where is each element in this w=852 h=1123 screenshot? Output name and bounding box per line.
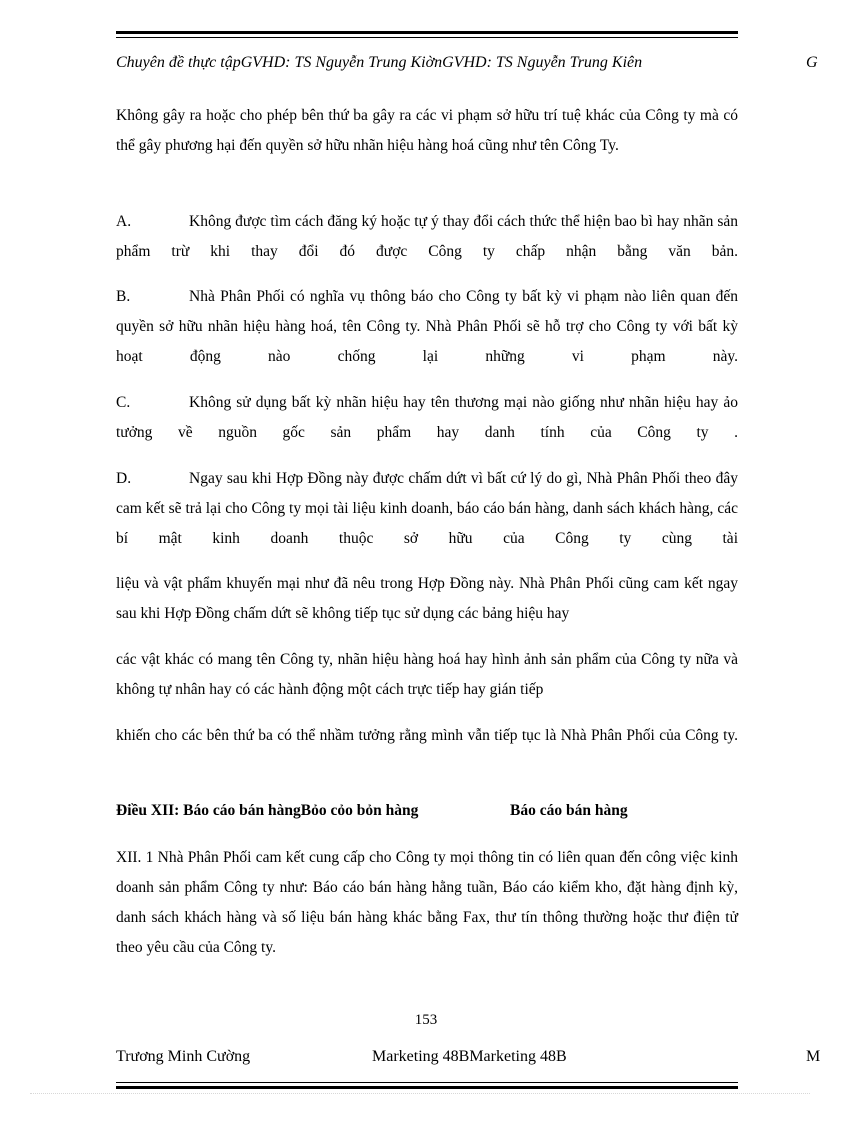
- list-item-c: [116, 388, 738, 448]
- footer-author: Trương Minh Cường: [116, 1048, 251, 1065]
- continuation-paragraph-3: khiến cho các bên thứ ba có thể nhầm tưởng rằng mình vẫn tiếp tục là Nhà Phân Phối của Công ty.: [116, 727, 738, 744]
- continuation-paragraph-2: các vật khác có mang tên Công ty, nhãn hiệu hàng hoá hay hình ảnh sản phẩm của Công ty nữa và không tự nhân hay có các hành động một cách trực tiếp hay gián tiếp: [116, 651, 738, 698]
- item-text: Ngay sau khi Hợp Đồng này được chấm dứt vì bất cứ lý do gì, Nhà Phân Phối theo đây cam kết sẽ trả lại cho Công ty mọi tài liệu kinh doanh, báo cáo bán hàng, danh sách khách hàng, các bí mật kinh doanh thuộc sở hữu của Công ty cùng tài: [116, 470, 738, 547]
- footer-class: Marketing 48BMarketing 48B: [372, 1048, 567, 1065]
- list-item-a: [116, 207, 738, 267]
- item-label: B.: [116, 288, 131, 305]
- item-text: Nhà Phân Phối có nghĩa vụ thông báo cho Công ty bất kỳ vi phạm nào liên quan đến quyền sở hữu nhãn hiệu hàng hoá, tên Công ty. Nhà Phân Phối sẽ hỗ trợ cho Công ty với bất kỳ hoạt động nào chống lại những vi phạm này.: [116, 288, 738, 365]
- item-text: Không được tìm cách đăng ký hoặc tự ý thay đổi cách thức thể hiện bao bì hay nhãn sản phẩm trừ khi thay đổi đó được Công ty chấp nhận bằng văn bản.: [116, 213, 738, 260]
- footer-overflow: M: [806, 1048, 821, 1065]
- list-item-d: [116, 464, 738, 554]
- running-header: Chuyên đề thực tậpGVHD: TS Nguyễn Trung KiờnGVHD: TS Nguyễn Trung Kiên: [116, 54, 643, 71]
- item-label: D.: [116, 470, 132, 487]
- article-heading: [116, 802, 628, 820]
- continuation-paragraph-1: liệu và vật phẩm khuyến mại như đã nêu trong Hợp Đồng này. Nhà Phân Phối cũng cam kết ngay sau khi Hợp Đồng chấm dứt sẽ không tiếp tục sử dụng các bảng hiệu hay: [116, 575, 738, 622]
- page-bottom-border: [30, 1093, 810, 1094]
- running-header-overflow: G: [806, 54, 818, 71]
- page-number: 153: [414, 1012, 438, 1028]
- intro-paragraph: Không gây ra hoặc cho phép bên thứ ba gây ra các vi phạm sở hữu trí tuệ khác của Công ty mà có thể gây phương hại đến quyền sở hữu nhãn hiệu hàng hoá cũng như tên Công Ty.: [116, 107, 738, 154]
- item-label: A.: [116, 213, 132, 230]
- item-text: Không sử dụng bất kỳ nhãn hiệu hay tên thương mại nào giống như nhãn hiệu hay ảo tưởng về nguồn gốc sản phẩm hay danh tính của Công ty .: [116, 394, 738, 441]
- article-heading-duplicate: Báo cáo bán hàng: [510, 802, 628, 819]
- item-label: C.: [116, 394, 131, 411]
- footer-rule-thin: [116, 1082, 738, 1083]
- article-paragraph: XII. 1 Nhà Phân Phối cam kết cung cấp cho Công ty mọi thông tin có liên quan đến công việc kinh doanh sản phẩm Công ty như: Báo cáo bán hàng hằng tuần, Báo cáo kiểm kho, đặt hàng định kỳ, danh sách khách hàng và số liệu bán hàng khác bằng Fax, thư tín thông thường hoặc thư điện tử theo yêu cầu của Công ty.: [116, 849, 738, 956]
- list-item-b: [116, 282, 738, 372]
- footer-rule-thick: [116, 1086, 738, 1089]
- header-rule-thin: [116, 37, 738, 38]
- article-heading-main: Điều XII: Báo cáo bán hàngBỏo cỏo bỏn hàng: [116, 802, 419, 819]
- header-rule-thick: [116, 31, 738, 34]
